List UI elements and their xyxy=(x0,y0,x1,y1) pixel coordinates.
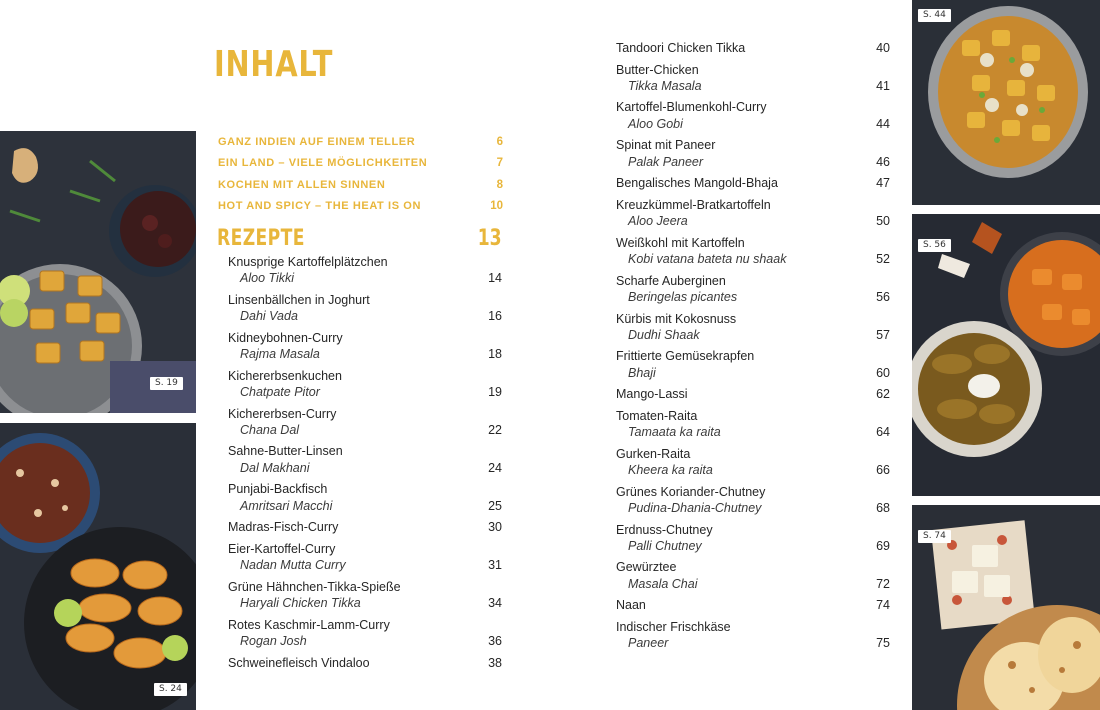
recipe-entry-text xyxy=(228,655,370,671)
recipe-entry[interactable] xyxy=(616,484,890,517)
recipe-entry[interactable] xyxy=(616,386,890,402)
recipe-name: Gewürztee xyxy=(616,560,677,575)
recipe-page-number: 64 xyxy=(876,425,890,440)
recipe-subtitle: Paneer xyxy=(628,636,669,651)
recipe-subtitle: Aloo Gobi xyxy=(628,116,683,131)
recipe-page-number: 18 xyxy=(488,347,502,362)
page-tag: S. 74 xyxy=(918,530,951,543)
recipe-name: Schweinefleisch Vindaloo xyxy=(228,655,370,670)
intro-item-label: EIN LAND – VIELE MÖGLICHKEITEN xyxy=(218,157,428,170)
recipe-name: Kreuzkümmel-Bratkartoffeln xyxy=(616,197,771,212)
recipe-entry-text xyxy=(228,292,370,325)
page-tag: S. 24 xyxy=(154,683,187,696)
intro-list xyxy=(218,131,503,217)
recipe-page-number: 68 xyxy=(876,500,890,515)
recipe-page-number: 44 xyxy=(876,116,890,131)
intro-item-page: 10 xyxy=(490,200,503,213)
recipe-entry[interactable] xyxy=(228,443,502,476)
recipe-page-number: 19 xyxy=(488,384,502,399)
photo-backfisch xyxy=(0,423,196,710)
recipe-page-number: 50 xyxy=(876,214,890,229)
recipe-entry[interactable] xyxy=(616,40,890,56)
recipe-entry-text xyxy=(228,254,388,287)
recipe-subtitle: Aloo Jeera xyxy=(628,214,688,229)
recipe-entry[interactable] xyxy=(228,655,502,671)
recipe-page-number: 75 xyxy=(876,636,890,651)
recipe-page-number: 41 xyxy=(876,78,890,93)
recipe-page-number: 56 xyxy=(876,289,890,304)
recipe-entry[interactable] xyxy=(616,235,890,268)
intro-item[interactable] xyxy=(218,174,503,196)
recipe-entry[interactable] xyxy=(616,311,890,344)
recipe-entry[interactable] xyxy=(616,597,890,613)
recipe-subtitle: Kobi vatana bateta nu shaak xyxy=(628,252,787,267)
recipe-name: Scharfe Auberginen xyxy=(616,273,726,288)
recipe-name: Frittierte Gemüsekrapfen xyxy=(616,349,755,364)
recipe-entry[interactable] xyxy=(616,273,890,306)
recipe-entry-text xyxy=(616,137,715,170)
recipe-page-number: 66 xyxy=(876,463,890,478)
recipe-subtitle: Tamaata ka raita xyxy=(628,425,721,440)
recipe-entry-text xyxy=(228,541,346,574)
recipe-entry-text xyxy=(616,197,771,230)
recipe-page-number: 34 xyxy=(488,596,502,611)
recipe-entry-text xyxy=(228,481,332,514)
recipe-entry-text xyxy=(616,40,745,56)
recipe-entry[interactable] xyxy=(616,619,890,652)
recipe-name: Kichererbsenkuchen xyxy=(228,368,342,383)
photo-aloo-gobi-art xyxy=(912,0,1100,205)
photo-aloo-tikki-art xyxy=(0,131,196,413)
recipe-entry-text xyxy=(616,175,778,191)
recipe-subtitle: Nadan Mutta Curry xyxy=(240,558,346,573)
photo-aloo-tikki xyxy=(0,131,196,413)
recipe-entry-text xyxy=(228,406,336,439)
section-label: REZEPTE xyxy=(217,226,305,251)
recipe-page-number: 60 xyxy=(876,365,890,380)
recipe-entry[interactable] xyxy=(228,330,502,363)
recipe-entry[interactable] xyxy=(228,406,502,439)
recipe-page-number: 16 xyxy=(488,309,502,324)
recipe-page-number: 22 xyxy=(488,422,502,437)
recipe-name: Kürbis mit Kokosnuss xyxy=(616,311,737,326)
intro-item-page: 6 xyxy=(496,135,503,148)
recipe-entry-text xyxy=(616,348,754,381)
recipe-entry-text xyxy=(616,559,697,592)
recipe-subtitle: Dal Makhani xyxy=(240,460,310,475)
recipe-subtitle: Pudina-Dhania-Chutney xyxy=(628,500,762,515)
recipe-entry-text xyxy=(228,443,343,476)
recipe-entry[interactable] xyxy=(228,541,502,574)
recipe-entry[interactable] xyxy=(616,446,890,479)
recipe-entry-text xyxy=(228,368,342,401)
intro-item[interactable] xyxy=(218,131,503,153)
recipe-entry-text xyxy=(228,330,343,363)
recipe-subtitle: Bhaji xyxy=(628,365,656,380)
photo-aloo-gobi xyxy=(912,0,1100,205)
recipe-name: Madras-Fisch-Curry xyxy=(228,520,339,535)
recipe-entry[interactable] xyxy=(228,579,502,612)
intro-item-page: 8 xyxy=(496,178,503,191)
recipe-entry-text xyxy=(616,408,721,441)
recipe-entry[interactable] xyxy=(616,99,890,132)
recipe-subtitle: Rajma Masala xyxy=(240,347,320,362)
recipe-name: Grünes Koriander-Chutney xyxy=(616,484,766,499)
recipe-page-number: 57 xyxy=(876,327,890,342)
recipe-page-number: 25 xyxy=(488,498,502,513)
recipe-page-number: 72 xyxy=(876,576,890,591)
recipe-entry-text xyxy=(616,386,688,402)
page-tag: S. 19 xyxy=(150,377,183,390)
recipe-entry-text xyxy=(616,273,737,306)
recipe-entry-text xyxy=(616,597,646,613)
recipe-subtitle: Rogan Josh xyxy=(240,633,307,648)
recipe-subtitle: Masala Chai xyxy=(628,576,698,591)
recipe-name: Linsenbällchen in Joghurt xyxy=(228,292,370,307)
intro-item-label: HOT AND SPICY – THE HEAT IS ON xyxy=(218,200,421,213)
recipe-page-number: 36 xyxy=(488,633,502,648)
recipe-entry[interactable] xyxy=(228,519,502,535)
recipe-entry-text xyxy=(616,62,702,95)
recipe-entry[interactable] xyxy=(616,137,890,170)
recipe-page-number: 47 xyxy=(876,176,890,191)
recipe-list-right xyxy=(616,40,890,657)
recipe-subtitle: Haryali Chicken Tikka xyxy=(240,596,361,611)
recipe-name: Erdnuss-Chutney xyxy=(616,522,713,537)
recipe-entry[interactable] xyxy=(616,62,890,95)
recipe-entry-text xyxy=(228,617,390,650)
recipe-entry-text xyxy=(616,484,765,517)
photo-auberginen xyxy=(912,214,1100,496)
intro-item-label: GANZ INDIEN AUF EINEM TELLER xyxy=(218,135,416,148)
recipe-entry-text xyxy=(616,619,731,652)
recipe-entry[interactable] xyxy=(616,559,890,592)
recipe-name: Tomaten-Raita xyxy=(616,408,698,423)
recipe-name: Grüne Hähnchen-Tikka-Spieße xyxy=(228,579,401,594)
recipe-subtitle: Kheera ka raita xyxy=(628,463,713,478)
recipe-page-number: 24 xyxy=(488,460,502,475)
intro-item[interactable] xyxy=(218,196,503,218)
recipe-page-number: 14 xyxy=(488,271,502,286)
recipe-subtitle: Aloo Tikki xyxy=(240,271,295,286)
intro-item-label: KOCHEN MIT ALLEN SINNEN xyxy=(218,178,386,191)
intro-item-page: 7 xyxy=(496,157,503,170)
recipe-subtitle: Dahi Vada xyxy=(240,309,298,324)
photo-backfisch-art xyxy=(0,423,196,710)
page-tag: S. 56 xyxy=(918,239,951,252)
recipe-page-number: 46 xyxy=(876,154,890,169)
recipe-entry[interactable] xyxy=(228,368,502,401)
recipe-subtitle: Amritsari Macchi xyxy=(240,498,333,513)
recipe-name: Eier-Kartoffel-Curry xyxy=(228,541,336,556)
recipe-entry-text xyxy=(616,522,713,555)
recipe-entry-text xyxy=(616,99,767,132)
recipe-name: Gurken-Raita xyxy=(616,446,691,461)
recipe-entry[interactable] xyxy=(616,175,890,191)
recipe-subtitle: Chana Dal xyxy=(240,422,300,437)
recipe-name: Knusprige Kartoffelplätzchen xyxy=(228,255,388,269)
recipe-entry[interactable] xyxy=(616,408,890,441)
recipe-entry[interactable] xyxy=(616,197,890,230)
recipe-page-number: 38 xyxy=(488,655,502,670)
page-tag: S. 44 xyxy=(918,9,951,22)
recipe-page-number: 30 xyxy=(488,520,502,535)
recipe-entry-text xyxy=(616,446,713,479)
recipe-subtitle: Palli Chutney xyxy=(628,538,702,553)
recipe-entry[interactable] xyxy=(228,617,502,650)
recipe-name: Weißkohl mit Kartoffeln xyxy=(616,235,745,250)
recipe-subtitle: Dudhi Shaak xyxy=(628,327,700,342)
recipe-name: Kichererbsen-Curry xyxy=(228,406,337,421)
recipe-name: Indischer Frischkäse xyxy=(616,619,731,634)
recipe-subtitle: Tikka Masala xyxy=(628,78,702,93)
section-heading xyxy=(217,226,502,251)
recipe-name: Butter-Chicken xyxy=(616,62,699,77)
recipe-page-number: 69 xyxy=(876,538,890,553)
recipe-entry[interactable] xyxy=(616,348,890,381)
recipe-page-number: 31 xyxy=(488,558,502,573)
recipe-subtitle: Palak Paneer xyxy=(628,154,704,169)
recipe-entry[interactable] xyxy=(616,522,890,555)
recipe-entry[interactable] xyxy=(228,292,502,325)
intro-item[interactable] xyxy=(218,153,503,175)
recipe-name: Spinat mit Paneer xyxy=(616,138,716,153)
recipe-name: Tandoori Chicken Tikka xyxy=(616,41,746,55)
recipe-name: Mango-Lassi xyxy=(616,387,688,402)
recipe-name: Kartoffel-Blumenkohl-Curry xyxy=(616,100,767,115)
recipe-list-left xyxy=(228,254,502,676)
photo-auberginen-art xyxy=(912,214,1100,496)
page-title: INHALT xyxy=(214,44,334,85)
recipe-page-number: 40 xyxy=(876,41,890,55)
recipe-entry-text xyxy=(616,235,786,268)
recipe-entry[interactable] xyxy=(228,481,502,514)
recipe-subtitle: Beringelas picantes xyxy=(628,289,738,304)
recipe-entry-text xyxy=(228,579,401,612)
recipe-name: Rotes Kaschmir-Lamm-Curry xyxy=(228,617,390,632)
recipe-name: Bengalisches Mangold-Bhaja xyxy=(616,176,778,191)
recipe-page-number: 52 xyxy=(876,252,890,267)
recipe-name: Sahne-Butter-Linsen xyxy=(228,444,343,459)
recipe-entry-text xyxy=(228,519,338,535)
section-page-number: 13 xyxy=(478,226,502,251)
recipe-page-number: 74 xyxy=(876,598,890,613)
recipe-name: Kidneybohnen-Curry xyxy=(228,330,343,345)
photo-naan xyxy=(912,505,1100,710)
recipe-name: Naan xyxy=(616,598,646,613)
recipe-name: Punjabi-Backfisch xyxy=(228,482,328,497)
recipe-page-number: 62 xyxy=(876,387,890,402)
recipe-entry-text xyxy=(616,311,736,344)
recipe-subtitle: Chatpate Pitor xyxy=(240,384,320,399)
recipe-entry[interactable] xyxy=(228,254,502,287)
